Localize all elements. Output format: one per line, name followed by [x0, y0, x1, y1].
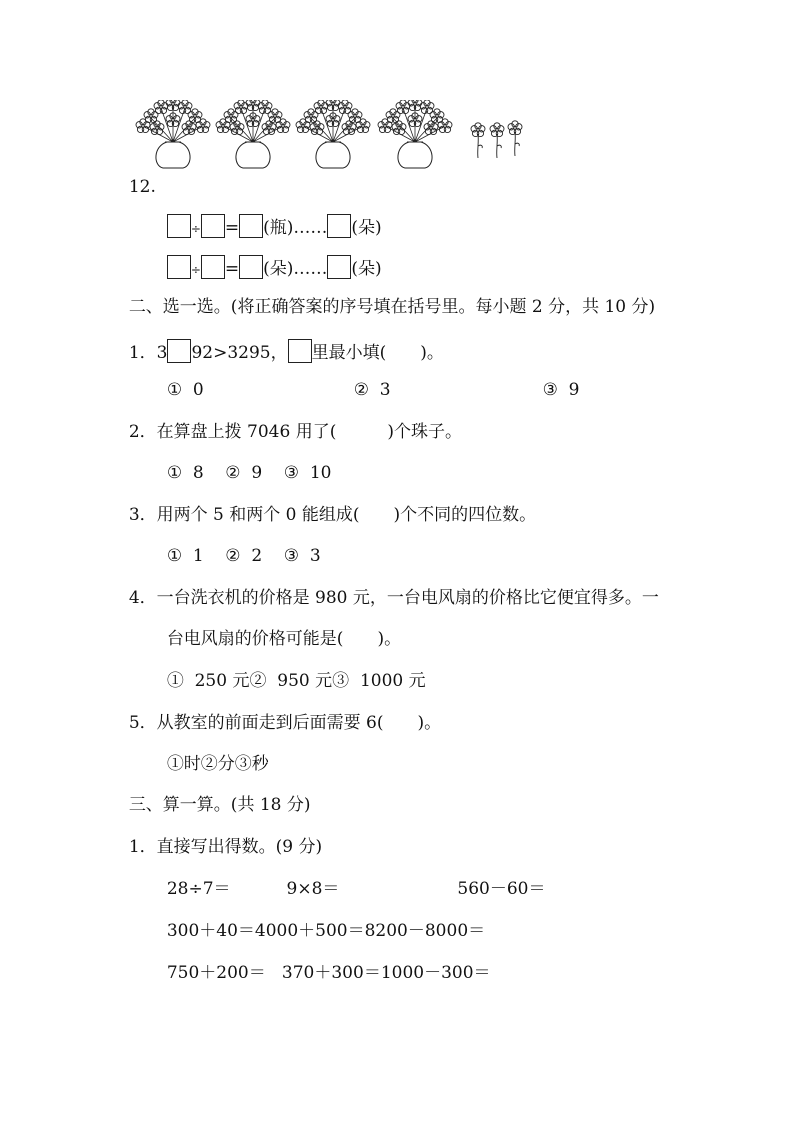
calc-item: 560－60＝ — [457, 879, 546, 899]
section-2-q2: 2．在算盘上拨 7046 用了( )个珠子。 — [128, 422, 462, 442]
section-2-q5: 5．从教室的前面走到后面需要 6( )。 — [128, 713, 442, 733]
section-2-q4-line-1: 4．一台洗衣机的价格是 980 元，一台电风扇的价格比它便宜得多。一 — [128, 588, 659, 608]
option-3[interactable]: ③ 9 — [542, 380, 580, 400]
section-2-title: 二、选一选。(将正确答案的序号填在括号里。每小题 2 分，共 10 分) — [128, 297, 656, 317]
section-3-q1-title: 1．直接写出得数。(9 分) — [128, 837, 323, 857]
question-12-number: 12. — [128, 177, 156, 197]
flower-vases-illustration — [135, 100, 535, 170]
calc-row-2: 300＋40＝4000＋500＝8200－8000＝ — [166, 921, 486, 941]
section-2-q3: 3．用两个 5 和两个 0 能组成( )个不同的四位数。 — [128, 505, 537, 525]
section-2-q5-options: ①时②分③秒 — [166, 754, 269, 774]
option-2[interactable]: ② 3 — [353, 380, 391, 400]
question-12-row-1: ÷ = (瓶)…… (朵) — [156, 192, 382, 240]
calc-item: 9×8＝ — [286, 879, 340, 899]
section-3-title: 三、算一算。(共 18 分) — [128, 795, 311, 815]
calc-row-1 — [156, 856, 546, 900]
section-2-q1: 1．3 92>3295， 里最小填( )。 — [118, 317, 444, 364]
calc-row-3: 750＋200＝ 370＋300＝1000－300＝ — [166, 963, 491, 983]
section-2-q3-options: ① 1 ② 2 ③ 3 — [166, 546, 321, 566]
section-2-q2-options: ① 8 ② 9 ③ 10 — [166, 463, 332, 483]
section-2-q4-line-2: 台电风扇的价格可能是( )。 — [166, 629, 402, 649]
option-1[interactable]: ① 0 — [166, 380, 204, 400]
section-2-q4-options: ① 250 元② 950 元③ 1000 元 — [166, 671, 426, 691]
section-2-q1-options — [156, 357, 579, 401]
calc-item: 28÷7＝ — [166, 879, 231, 899]
question-12-row-2: ÷ = (朵)…… (朵) — [156, 233, 382, 281]
